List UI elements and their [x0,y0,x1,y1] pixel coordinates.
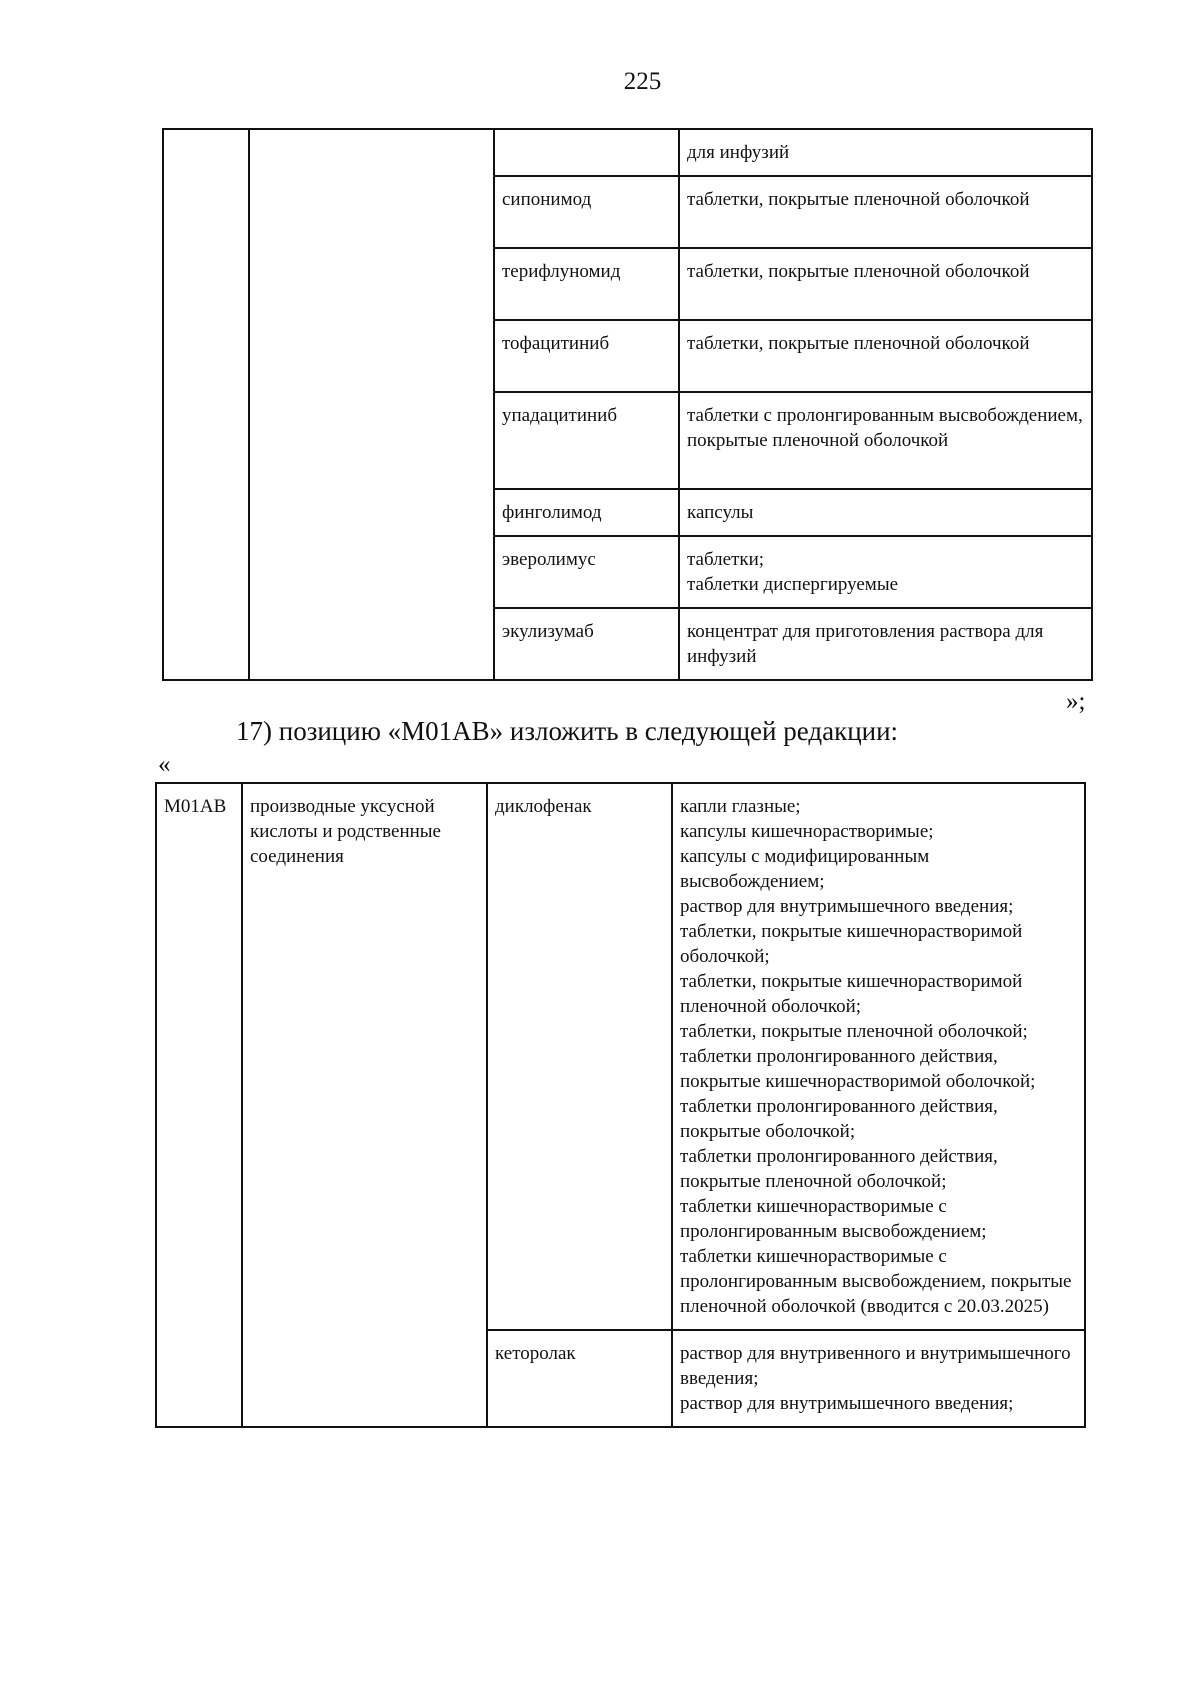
group-cell [249,129,494,680]
opening-quote: « [158,751,171,778]
code-cell [163,129,249,680]
substance-cell: упадацитиниб [494,392,679,489]
dosage-form: таблетки, покрытые пленочной оболочкой; [680,1021,1028,1042]
substance-cell: терифлуномид [494,248,679,320]
dosage-form: капли глазные; [680,796,801,817]
dosage-form-cell [679,536,1092,608]
dosage-form-cell [679,248,1092,320]
substance-cell: эверолимус [494,536,679,608]
dosage-form: таблетки пролонгированного действия, покрытые пленочной оболочкой; [680,1146,998,1192]
dosage-form: таблетки, покрытые кишечнорастворимой оболочкой; [680,921,1023,967]
dosage-form-cell [679,392,1092,489]
group-cell: производные уксусной кислоты и родственные соединения [242,783,487,1427]
dosage-form-cell [679,176,1092,248]
page-number: 225 [623,68,662,95]
drug-table-m01ab [155,782,1086,1428]
dosage-form-cell [679,320,1092,392]
dosage-form-cell [672,1330,1085,1427]
substance-cell: тофацитиниб [494,320,679,392]
dosage-form: раствор для внутривенного и внутримышечного введения; [680,1343,1071,1389]
dosage-form: таблетки с пролонгированным высвобождением, покрытые пленочной оболочкой [687,405,1083,451]
dosage-form: таблетки; [687,549,765,570]
substance-cell: сипонимод [494,176,679,248]
dosage-form: таблетки пролонгированного действия, покрытые кишечнорастворимой оболочкой; [680,1046,1036,1092]
dosage-form: таблетки, покрытые пленочной оболочкой [687,189,1030,210]
dosage-form: капсулы кишечнорастворимые; [680,821,934,842]
drug-table-continued-body [163,129,1092,680]
substance-cell [494,129,679,176]
dosage-form: раствор для внутримышечного введения; [680,896,1014,917]
substance-cell: финголимод [494,489,679,536]
dosage-form: таблетки диспергируемые [687,574,899,595]
dosage-form: раствор для внутримышечного введения; [680,1393,1014,1414]
dosage-form-cell [672,783,1085,1330]
dosage-form: таблетки кишечнорастворимые с пролонгированным высвобождением, покрытые пленочной оболочкой (вводится с 20.03.2025) [680,1246,1072,1317]
substance-cell: экулизумаб [494,608,679,680]
dosage-form-cell [679,129,1092,176]
drug-table-m01ab-body [156,783,1085,1427]
drug-table-continued [162,128,1093,681]
dosage-form: таблетки, покрытые пленочной оболочкой [687,333,1030,354]
amendment-instruction: 17) позицию «M01AB» изложить в следующей редакции: [236,716,899,746]
dosage-form: таблетки, покрытые пленочной оболочкой [687,261,1030,282]
dosage-form: концентрат для приготовления раствора для инфузий [687,621,1044,667]
substance-cell: кеторолак [487,1330,672,1427]
dosage-form: таблетки пролонгированного действия, покрытые оболочкой; [680,1096,998,1142]
dosage-form: капсулы [687,502,754,523]
dosage-form-cell [679,489,1092,536]
table-row [156,783,1085,1330]
closing-quote: »; [1066,688,1086,715]
table-row [163,129,1092,176]
dosage-form: капсулы с модифицированным высвобождением; [680,846,930,892]
substance-cell: диклофенак [487,783,672,1330]
atc-code-cell: M01AB [156,783,242,1427]
dosage-form-cell [679,608,1092,680]
dosage-form: для инфузий [687,142,790,163]
dosage-form: таблетки, покрытые кишечнорастворимой пленочной оболочкой; [680,971,1023,1017]
dosage-form: таблетки кишечнорастворимые с пролонгированным высвобождением; [680,1196,987,1242]
